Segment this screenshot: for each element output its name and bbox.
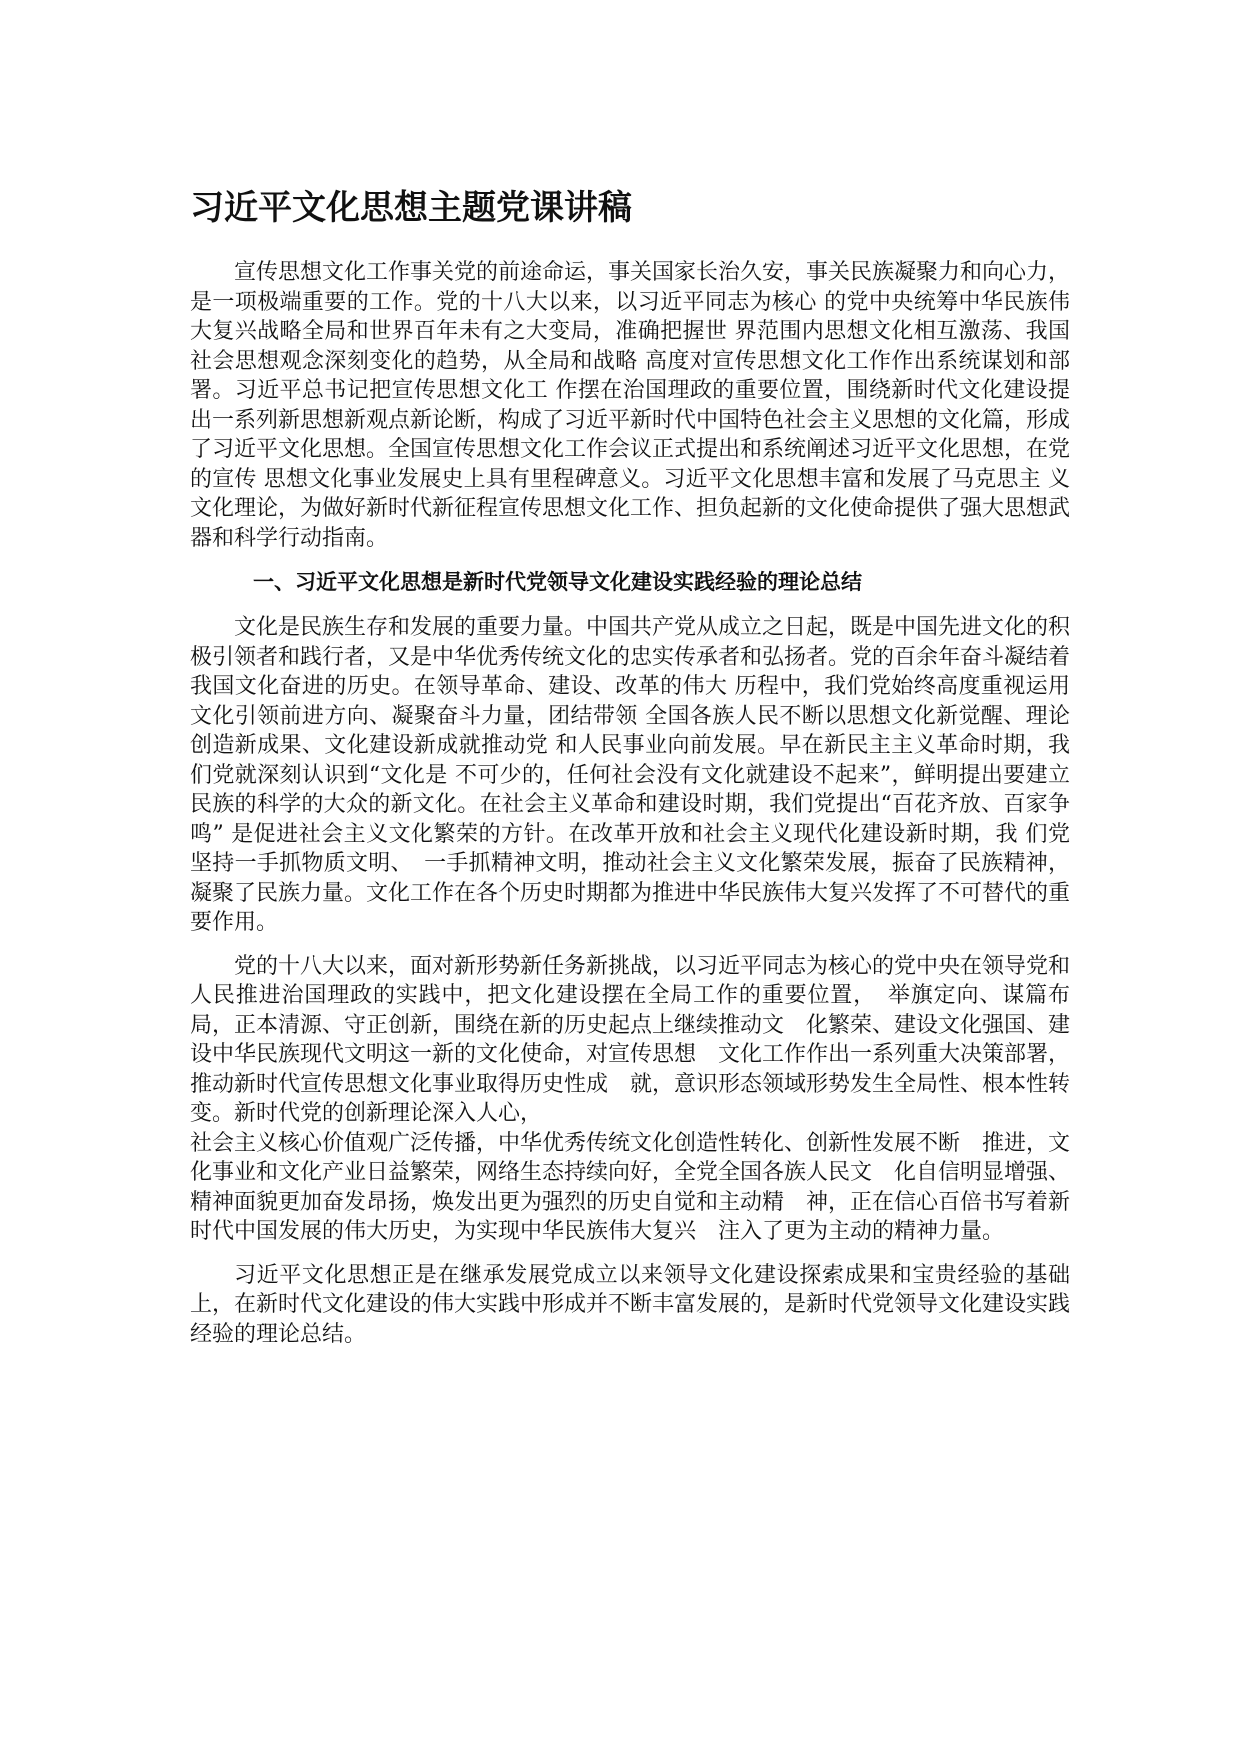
paragraph-conclusion: 习近平文化思想正是在继承发展党成立以来领导文化建设探索成果和宝贵经验的基础上，在新时代文化建设的伟大实践中形成并不断丰富发展的，是新时代党领导文化建设实践经验的理论总结。 (190, 1262, 1071, 1347)
paragraph-culture-history: 文化是民族生存和发展的重要力量。中国共产党从成立之日起，既是中国先进文化的积极引领者和践行者，又是中华优秀传统文化的忠实传承者和弘扬者。党的百余年奋斗凝结着我国文化奋进的历史。在领导革命、建设、改革的伟大 历程中，我们党始终高度重视运用文化引领前进方向、凝聚奋斗力量，团结带领 全国各族人民不断以思想文化新觉醒、理论创造新成果、文化建设新成就推动党 和人民事业向前发展。早在新民主主义革命时期，我们党就深刻认识到“文化是 不可少的，任何社会没有文化就建设不起来”，鲜明提出要建立民族的科学的大众的新文化。在社会主义革命和建设时期，我们党提出“百花齐放、百家争鸣” 是促进社会主义文化繁荣的方针。在改革开放和社会主义现代化建设新时期，我 们党坚持一手抓物质文明、 一手抓精神文明，推动社会主义文化繁荣发展，振奋了民族精神，凝聚了民族力量。文化工作在各个历史时期都为推进中华民族伟大复兴发挥了不可替代的重要作用。 (190, 615, 1071, 935)
paragraph-since-18th-congress-part-2: 社会主义核心价值观广泛传播，中华优秀传统文化创造性转化、创新性发展不断 推进，文化事业和文化产业日益繁荣，网络生态持续向好，全党全国各族人民文 化自信明显增强、精神面貌更加奋发昂扬，焕发出更为强烈的历史自觉和主动精 神，正在信心百倍书写着新时代中国发展的伟大历史，为实现中华民族伟大复兴 注入了更为主动的精神力量。 (190, 1130, 1071, 1244)
paragraph-since-18th-congress-part-1: 党的十八大以来，面对新形势新任务新挑战，以习近平同志为核心的党中央在领导党和人民推进治国理政的实践中，把文化建设摆在全局工作的重要位置， 举旗定向、谋篇布局，正本清源、守正创新，围绕在新的历史起点上继续推动文 化繁荣、建设文化强国、建设中华民族现代文明这一新的文化使命，对宣传思想 文化工作作出一系列重大决策部署，推动新时代宣传思想文化事业取得历史性成 就，意识形态领域形势发生全局性、根本性转变。新时代党的创新理论深入人心， (190, 953, 1071, 1126)
document-title: 习近平文化思想主题党课讲稿 (190, 188, 632, 228)
document-body (190, 258, 1070, 1349)
section-heading-1: 一、习近平文化思想是新时代党领导文化建设实践经验的理论总结 (253, 570, 862, 594)
paragraph-intro: 宣传思想文化工作事关党的前途命运，事关国家长治久安，事关民族凝聚力和向心力，是一项极端重要的工作。党的十八大以来，以习近平同志为核心 的党中央统筹中华民族伟大复兴战略全局和世界百年未有之大变局，准确把握世 界范围内思想文化相互激荡、我国社会思想观念深刻变化的趋势，从全局和战略 高度对宣传思想文化工作作出系统谋划和部署。习近平总书记把宣传思想文化工 作摆在治国理政的重要位置，围绕新时代文化建设提出一系列新思想新观点新论断，构成了习近平新时代中国特色社会主义思想的文化篇，形成了习近平文化思想。全国宣传思想文化工作会议正式提出和系统阐述习近平文化思想，在党的宣传 思想文化事业发展史上具有里程碑意义。习近平文化思想丰富和发展了马克思主 义文化理论，为做好新时代新征程宣传思想文化工作、担负起新的文化使命提供了强大思想武器和科学行动指南。 (190, 260, 1071, 551)
document-content (190, 186, 1070, 1349)
paragraph-since-18th-congress (190, 952, 1070, 1247)
